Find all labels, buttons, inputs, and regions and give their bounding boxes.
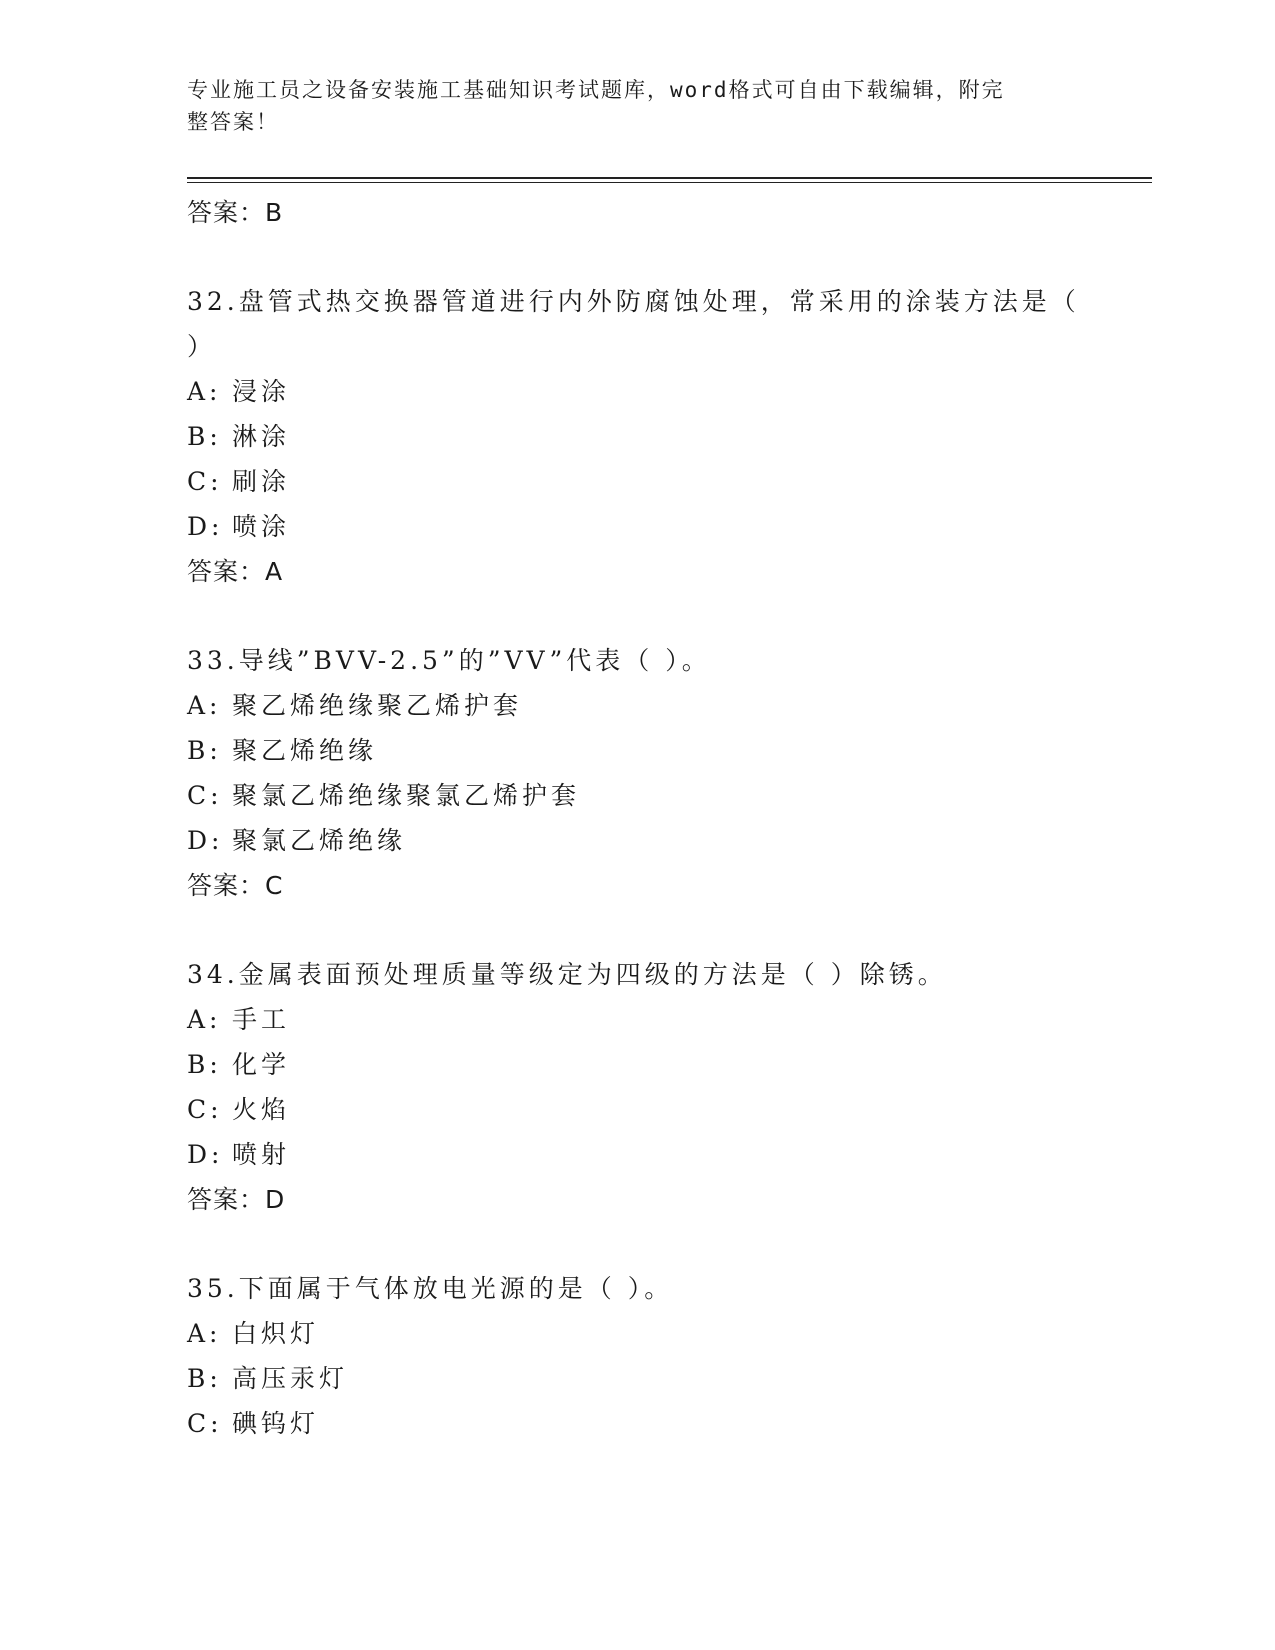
question-stem: [187, 279, 1087, 369]
option-text: 淋涂: [232, 422, 291, 451]
question-35: [187, 1266, 1087, 1446]
option-text: 聚氯乙烯绝缘: [232, 826, 407, 855]
question-34: [187, 952, 1087, 1222]
answer-line: [187, 549, 1087, 594]
option-text: 聚乙烯绝缘聚乙烯护套: [232, 691, 523, 720]
answer-value: B: [265, 198, 284, 227]
option-letter: A:: [187, 1005, 222, 1034]
option-letter: C:: [187, 1409, 223, 1438]
option-c: [187, 1401, 1087, 1446]
option-text: 喷涂: [232, 512, 291, 541]
option-d: [187, 1132, 1087, 1177]
question-stem-line-1: 35.下面属于气体放电光源的是（ ）。: [187, 1274, 674, 1303]
option-letter: D:: [187, 1140, 224, 1169]
option-a: [187, 1311, 1087, 1356]
option-letter: A:: [187, 691, 222, 720]
option-letter: B:: [187, 736, 222, 765]
question-32: [187, 279, 1087, 594]
page-header: [187, 74, 1067, 138]
option-text: 浸涂: [232, 377, 291, 406]
option-d: [187, 504, 1087, 549]
question-33: [187, 638, 1087, 908]
option-letter: C:: [187, 1095, 223, 1124]
answer-line: [187, 1177, 1087, 1222]
option-text: 聚氯乙烯绝缘聚氯乙烯护套: [232, 781, 581, 810]
option-c: [187, 459, 1087, 504]
option-letter: C:: [187, 467, 223, 496]
question-stem-line-1: 34.金属表面预处理质量等级定为四级的方法是（ ）除锈。: [187, 960, 947, 989]
option-b: [187, 1042, 1087, 1087]
header-rule-thin: [187, 182, 1152, 183]
option-text: 手工: [232, 1005, 291, 1034]
option-text: 喷射: [232, 1140, 291, 1169]
option-letter: B:: [187, 1050, 222, 1079]
option-c: [187, 773, 1087, 818]
option-text: 聚乙烯绝缘: [232, 736, 378, 765]
option-d: [187, 818, 1087, 863]
answer-label: 答案：: [187, 871, 266, 900]
question-content: [187, 190, 1087, 1446]
option-letter: A:: [187, 377, 222, 406]
answer-line: [187, 863, 1087, 908]
option-letter: B:: [187, 1364, 222, 1393]
header-rule-thick: [187, 177, 1152, 179]
question-stem-line-1: 32.盘管式热交换器管道进行内外防腐蚀处理，常采用的涂装方法是（: [187, 287, 1080, 316]
answer-value: A: [265, 557, 284, 586]
header-line-2: 整答案！: [187, 110, 279, 134]
option-letter: D:: [187, 512, 224, 541]
option-letter: D:: [187, 826, 224, 855]
option-text: 高压汞灯: [232, 1364, 349, 1393]
header-line-1: 专业施工员之设备安装施工基础知识考试题库，word格式可自由下载编辑，附完: [187, 78, 1005, 102]
question-stem-line-1: 33.导线”BVV-2.5”的”VV”代表（ ）。: [187, 646, 711, 675]
option-text: 火焰: [232, 1095, 291, 1124]
option-b: [187, 414, 1087, 459]
option-c: [187, 1087, 1087, 1132]
question-stem: [187, 952, 1087, 997]
answer-label: 答案：: [187, 557, 266, 586]
option-b: [187, 728, 1087, 773]
answer-value: C: [265, 871, 284, 900]
answer-label: 答案：: [187, 1185, 266, 1214]
question-stem: [187, 1266, 1087, 1311]
option-a: [187, 683, 1087, 728]
option-letter: B:: [187, 422, 222, 451]
option-a: [187, 369, 1087, 414]
answer-value: D: [265, 1185, 286, 1214]
option-text: 刷涂: [232, 467, 291, 496]
option-text: 白炽灯: [232, 1319, 320, 1348]
option-text: 化学: [232, 1050, 291, 1079]
option-letter: A:: [187, 1319, 222, 1348]
answer-line: [187, 190, 1087, 235]
answer-label: 答案：: [187, 198, 266, 227]
option-text: 碘钨灯: [232, 1409, 320, 1438]
question-stem: [187, 638, 1087, 683]
question-stem-line-2: ）: [187, 332, 217, 361]
option-letter: C:: [187, 781, 223, 810]
option-a: [187, 997, 1087, 1042]
option-b: [187, 1356, 1087, 1401]
